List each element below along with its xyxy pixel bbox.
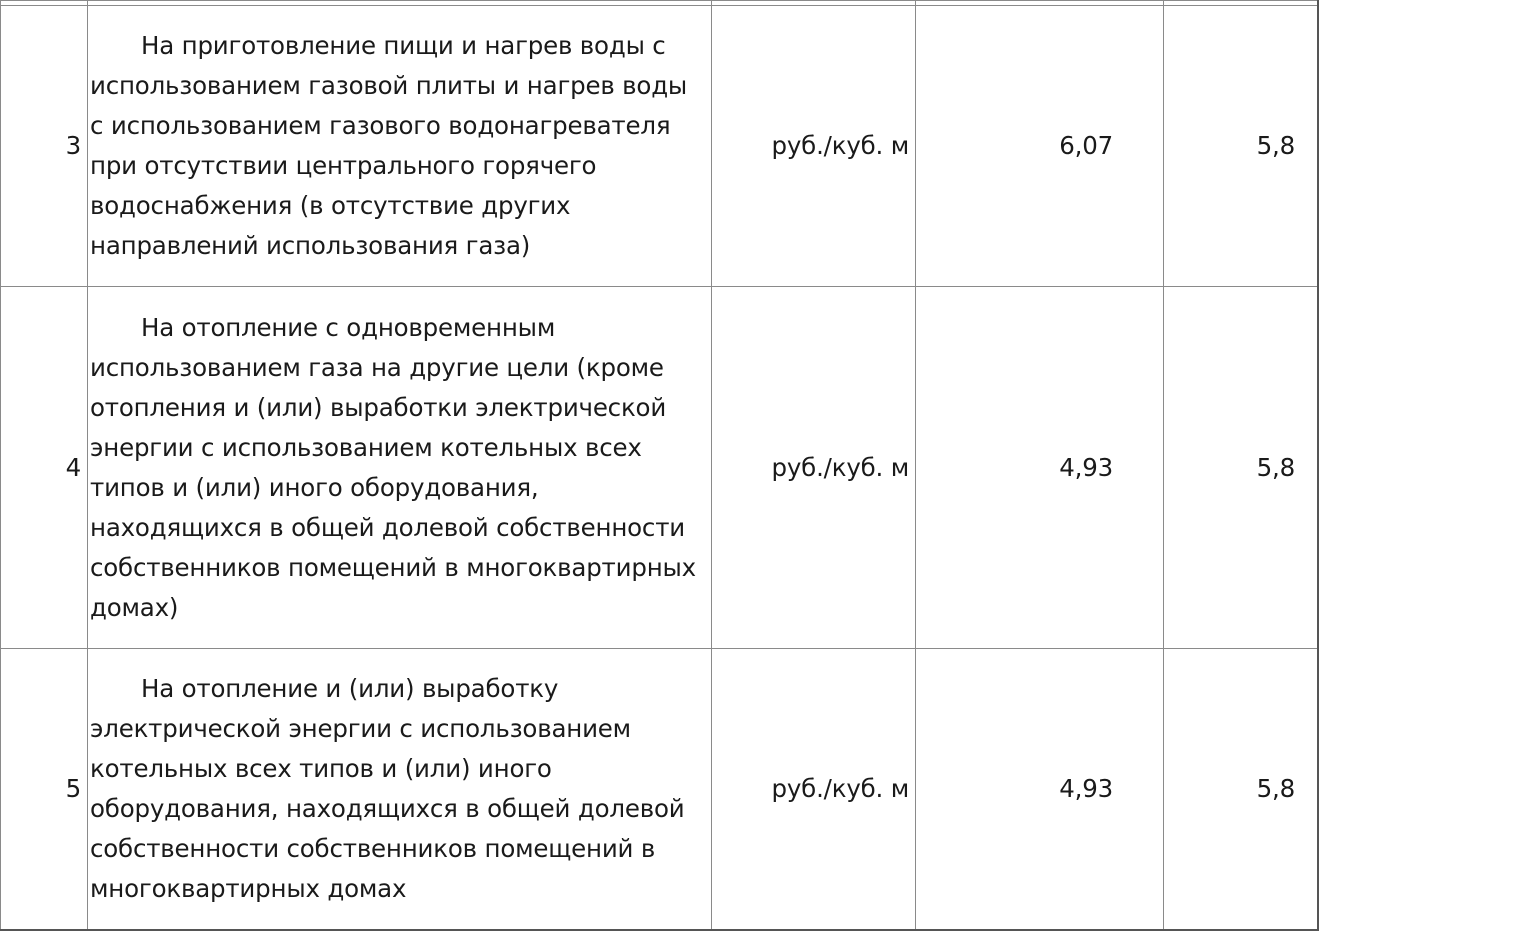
row-value-2: 5,8 xyxy=(1164,6,1319,287)
row-description xyxy=(88,649,712,931)
table-row xyxy=(1,6,1319,287)
row-unit: руб./куб. м xyxy=(712,6,916,287)
row-unit: руб./куб. м xyxy=(712,649,916,931)
row-value-2: 5,8 xyxy=(1164,649,1319,931)
row-description xyxy=(88,287,712,649)
row-value-1: 4,93 xyxy=(916,649,1164,931)
row-number: 4 xyxy=(1,287,88,649)
row-description-text: На приготовление пищи и нагрев воды с использованием газовой плиты и нагрев воды с использованием газового водонагревателя при отсутствии центрального горячего водоснабжения (в отсутствие других направлений использования газа) xyxy=(90,31,688,260)
row-value-2: 5,8 xyxy=(1164,287,1319,649)
row-description xyxy=(88,6,712,287)
row-description-text: На отопление и (или) выработку электрической энергии с использованием котельных всех типов и (или) иного оборудования, находящихся в общей долевой собственности собственников помещений в многоквартирных домах xyxy=(90,674,685,903)
row-value-1: 4,93 xyxy=(916,287,1164,649)
row-description-text: На отопление с одновременным использованием газа на другие цели (кроме отопления и (или) выработки электрической энергии с использованием котельных всех типов и (или) иного оборудования, находящихся в общей долевой собственности собственников помещений в многоквартирных домах) xyxy=(90,312,696,622)
table-row xyxy=(1,649,1319,931)
row-number: 5 xyxy=(1,649,88,931)
row-number: 3 xyxy=(1,6,88,287)
row-unit: руб./куб. м xyxy=(712,287,916,649)
table-row xyxy=(1,287,1319,649)
row-value-1: 6,07 xyxy=(916,6,1164,287)
